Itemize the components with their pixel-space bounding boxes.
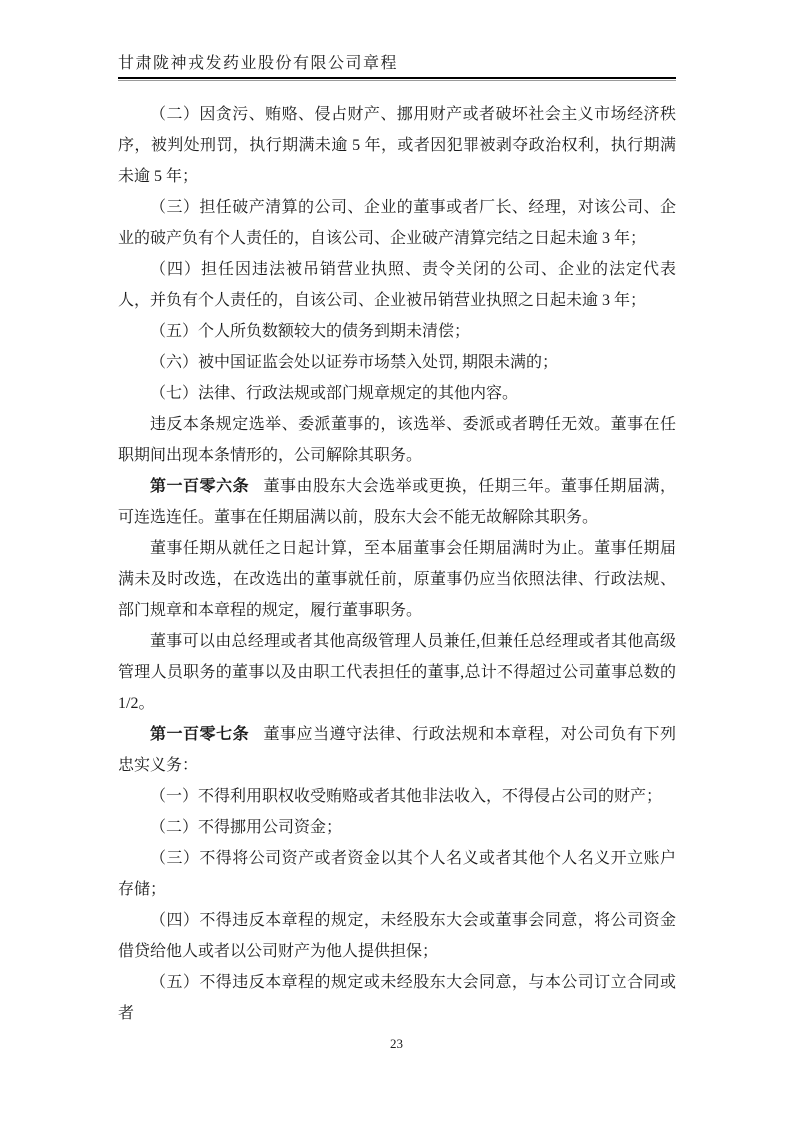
paragraph-article-106 [118,471,676,533]
paragraph-item-6: （六）被中国证监会处以证券市场禁入处罚, 期限未满的； [150,354,559,371]
paragraph-item-2: （二）因贪污、贿赂、侵占财产、挪用财产或者破坏社会主义市场经济秩序，被判处刑罚，执行期满未逾 5 年，或者因犯罪被剥夺政治权利，执行期满未逾 5 年； [118,106,676,185]
paragraph-item-3: （三）担任破产清算的公司、企业的董事或者厂长、经理，对该公司、企业的破产负有个人责任的，自该公司、企业破产清算完结之日起未逾 3 年； [118,199,676,247]
paragraph-item-7: （七）法律、行政法规或部门规章规定的其他内容。 [150,385,519,402]
paragraph-term-rule: 董事任期从就任之日起计算，至本届董事会任期届满时为止。董事任期届满未及时改选，在改选出的董事就任前，原董事仍应当依照法律、行政法规、部门规章和本章程的规定，履行董事职务。 [118,540,676,619]
paragraph-duty-1: （一）不得利用职权收受贿赂或者其他非法收入，不得侵占公司的财产； [150,788,663,805]
paragraph-duty-2: （二）不得挪用公司资金； [150,819,343,836]
paragraph-violation-clause: 违反本条规定选举、委派董事的，该选举、委派或者聘任无效。董事在任职期间出现本条情形的，公司解除其职务。 [118,416,676,464]
page-footer [0,1036,793,1052]
paragraph-article-107 [118,719,676,781]
page-number: 23 [390,1036,403,1051]
article-107-number: 第一百零七条 [150,726,250,743]
paragraph-item-5: （五）个人所负数额较大的债务到期未清偿； [150,323,471,340]
article-107-text: 董事应当遵守法律、行政法规和本章程，对公司负有下列忠实义务： [118,726,676,774]
document-body [118,99,676,1029]
article-106-number: 第一百零六条 [150,478,250,495]
paragraph-duty-4: （四）不得违反本章程的规定，未经股东大会或董事会同意，将公司资金借贷给他人或者以公司财产为他人提供担保； [118,912,676,960]
paragraph-duty-5: （五）不得违反本章程的规定或未经股东大会同意，与本公司订立合同或者 [118,974,676,1022]
paragraph-duty-3: （三）不得将公司资产或者资金以其个人名义或者其他个人名义开立账户存储； [118,850,676,898]
article-106-text: 董事由股东大会选举或更换，任期三年。董事任期届满，可连选连任。董事在任期届满以前，股东大会不能无故解除其职务。 [118,478,676,526]
document-title: 甘肃陇神戎发药业股份有限公司章程 [118,55,399,72]
paragraph-item-4: （四）担任因违法被吊销营业执照、责令关闭的公司、企业的法定代表人，并负有个人责任的，自该公司、企业被吊销营业执照之日起未逾 3 年； [118,261,676,309]
page-header [118,50,676,81]
header-rule [118,77,676,81]
paragraph-concurrent-posts: 董事可以由总经理或者其他高级管理人员兼任,但兼任总经理或者其他高级管理人员职务的董事以及由职工代表担任的董事,总计不得超过公司董事总数的1/2。 [118,633,676,712]
